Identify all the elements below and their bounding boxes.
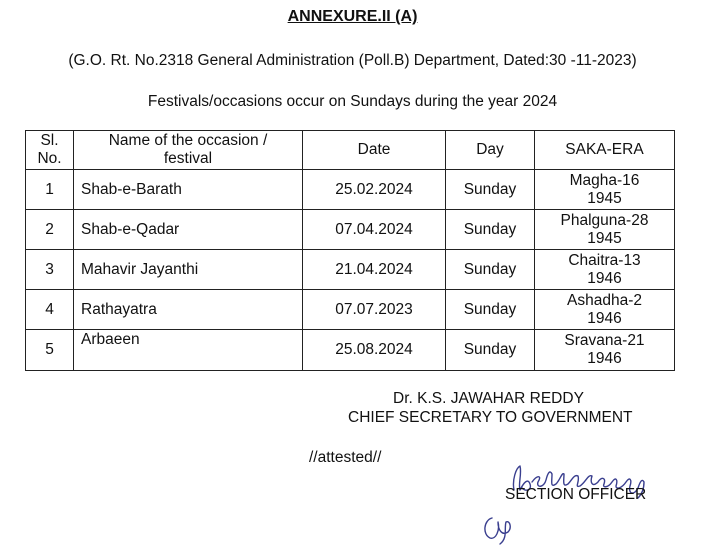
saka-year: 1945 bbox=[587, 229, 622, 247]
table-row bbox=[26, 330, 675, 371]
cell-occasion: Rathayatra bbox=[74, 290, 303, 330]
cell-day: Sunday bbox=[446, 330, 535, 371]
table-row bbox=[26, 210, 675, 250]
header-day: Day bbox=[446, 131, 535, 170]
cell-sl: 4 bbox=[26, 290, 74, 330]
cell-day: Sunday bbox=[446, 250, 535, 290]
header-sl-line1: Sl. bbox=[40, 132, 59, 149]
cell-saka bbox=[535, 210, 675, 250]
cell-occasion: Arbaeen bbox=[74, 330, 303, 371]
table-row bbox=[26, 250, 675, 290]
saka-year: 1946 bbox=[587, 350, 622, 367]
annexure-title: ANNEXURE.II (A) bbox=[287, 8, 418, 25]
attested-note: //attested// bbox=[309, 449, 382, 466]
saka-month: Chaitra-13 bbox=[568, 251, 641, 269]
cell-occasion: Shab-e-Qadar bbox=[74, 210, 303, 250]
section-officer-label: SECTION OFFICER bbox=[505, 486, 647, 503]
cell-sl: 1 bbox=[26, 170, 74, 210]
cell-sl: 3 bbox=[26, 250, 74, 290]
go-reference: (G.O. Rt. No.2318 General Administration (Poll.B) Department, Dated:30 -11-2023) bbox=[68, 52, 637, 69]
cell-occasion: Shab-e-Barath bbox=[74, 170, 303, 210]
cell-day: Sunday bbox=[446, 210, 535, 250]
header-sl-line2: No. bbox=[37, 150, 62, 167]
header-sl-no bbox=[26, 131, 74, 170]
saka-year: 1946 bbox=[587, 309, 622, 327]
header-name-line1: Name of the occasion / bbox=[108, 132, 268, 149]
table-caption: Festivals/occasions occur on Sundays during the year 2024 bbox=[147, 93, 558, 110]
cell-date: 21.04.2024 bbox=[303, 250, 446, 290]
header-name-line2: festival bbox=[163, 150, 213, 167]
cell-day: Sunday bbox=[446, 290, 535, 330]
cell-occasion: Mahavir Jayanthi bbox=[74, 250, 303, 290]
cell-saka bbox=[535, 330, 675, 371]
saka-month: Phalguna-28 bbox=[560, 211, 649, 229]
table-row bbox=[26, 170, 675, 210]
cell-date: 25.02.2024 bbox=[303, 170, 446, 210]
cell-saka bbox=[535, 250, 675, 290]
signer-name: Dr. K.S. JAWAHAR REDDY bbox=[393, 390, 584, 407]
cell-date: 25.08.2024 bbox=[303, 330, 446, 371]
table-header-row bbox=[26, 131, 675, 170]
saka-year: 1945 bbox=[587, 189, 622, 207]
cell-date: 07.04.2024 bbox=[303, 210, 446, 250]
cell-saka bbox=[535, 170, 675, 210]
cell-date: 07.07.2023 bbox=[303, 290, 446, 330]
saka-month: Ashadha-2 bbox=[567, 291, 642, 309]
header-occasion-name bbox=[74, 131, 303, 170]
handwritten-initials bbox=[478, 510, 518, 548]
festivals-table bbox=[25, 130, 675, 371]
cell-sl: 5 bbox=[26, 330, 74, 371]
saka-year: 1946 bbox=[587, 269, 622, 287]
header-date: Date bbox=[303, 131, 446, 170]
table-row bbox=[26, 290, 675, 330]
saka-month: Magha-16 bbox=[569, 171, 640, 189]
header-saka-era: SAKA-ERA bbox=[535, 131, 675, 170]
cell-sl: 2 bbox=[26, 210, 74, 250]
saka-month: Sravana-21 bbox=[564, 332, 645, 349]
cell-day: Sunday bbox=[446, 170, 535, 210]
cell-saka bbox=[535, 290, 675, 330]
signer-designation: CHIEF SECRETARY TO GOVERNMENT bbox=[348, 409, 633, 426]
